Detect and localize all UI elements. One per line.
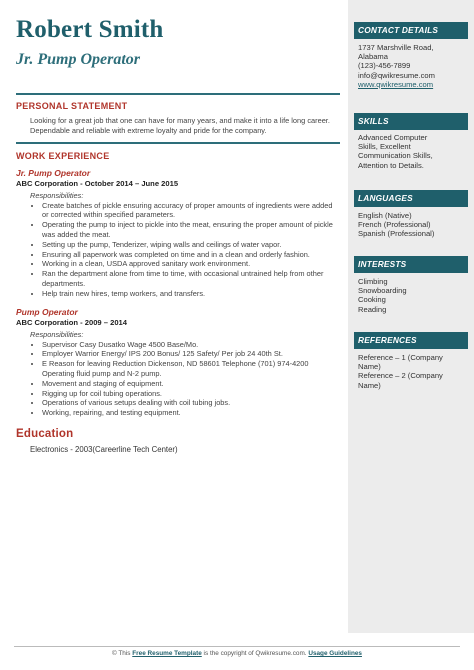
responsibility-item: • Rigging up for coil tubing operations. [42,389,336,399]
language-item: English (Native) [358,211,412,220]
education-entry: Electronics - 2003(Careerline Tech Center) [30,444,178,454]
candidate-title: Jr. Pump Operator [16,51,141,68]
skills-list [358,133,470,170]
responsibility-item: • Create batches of pickle ensuring accuracy of proper amounts of ingredients were added or corrected within specified parameters. [42,201,336,221]
responsibility-item: • E Reason for leaving Reduction Dickenson, ND 58601 Telephone (701) 974-4200 Operating fluid pump and N-2 pump. [42,359,336,379]
responsibility-item: • Employer Warrior Energy/ IPS 200 Bonus/ 125 Safety/ Per job 24 40th St. [42,349,336,359]
job-title: Pump Operator [16,306,78,317]
language-item: French (Professional) [358,220,431,230]
responsibility-item: • Working in a clean, USDA approved sanitary work environment. [42,259,336,269]
free-resume-template-link[interactable]: Free Resume Template [132,650,202,657]
responsibilities-list [16,201,336,299]
contact-line: Alabama [358,52,388,62]
interests-list [358,277,470,314]
usage-guidelines-link[interactable]: Usage Guidelines [308,650,362,657]
responsibility-item: • Movement and staging of equipment. [42,379,336,389]
reference-line: Name) [358,362,381,372]
responsibility-item: • Help train new hires, temp workers, and transfers. [42,289,336,299]
responsibility-item: • Operating the pump to inject to pickle into the meat, ensuring the proper amount of pickle was added the meat. [42,220,336,240]
reference-line: Reference – 2 (Company [358,371,443,381]
job-company-dates: ABC Corporation - 2009 – 2014 [16,317,127,327]
languages-heading: LANGUAGES [358,193,413,203]
responsibility-item: • Working, repairing, and testing equipment. [42,408,336,418]
contact-line: 1737 Marshville Road, [358,43,434,52]
main-column [16,100,336,454]
personal-statement-heading: PERSONAL STATEMENT [16,101,128,111]
skills-line: Attention to Details. [358,160,424,170]
responsibilities-label: Responsibilities: [30,329,84,339]
footer [0,650,474,657]
interest-item: Climbing [358,277,388,286]
education-heading: Education [16,427,74,440]
responsibilities-list [16,340,336,418]
language-item: Spanish (Professional) [358,229,435,239]
contact-email: info@qwikresume.com [358,70,435,80]
job-entry [16,168,336,299]
reference-line: Name) [358,380,381,390]
candidate-name: Robert Smith [16,16,164,43]
job-company-dates: ABC Corporation - October 2014 – June 2015 [16,178,179,188]
footer-copyright: is the copyright of Qwikresume.com. [203,650,307,657]
interests-heading: INTERESTS [358,259,407,269]
responsibility-item: • Operations of various setups dealing with coil tubing jobs. [42,398,336,408]
skills-heading-bar [354,113,468,130]
work-experience-heading: WORK EXPERIENCE [16,150,110,161]
references-list [358,353,470,390]
responsibilities-label: Responsibilities: [30,190,84,200]
reference-line: Reference – 1 (Company [358,353,443,362]
contact-line: (123)-456-7899 [358,61,411,71]
responsibility-item: • Ran the department alone from time to time, with occasional untrained help from other departments. [42,269,336,289]
contact-heading-bar [354,22,468,39]
skills-heading: SKILLS [358,116,389,126]
references-heading-bar [354,332,468,349]
contact-heading: CONTACT DETAILS [358,25,439,35]
job-entry [16,307,336,418]
responsibility-item: • Ensuring all paperwork was completed on time and in a clean and orderly fashion. [42,250,336,260]
references-heading: REFERENCES [358,335,417,345]
footer-prefix: © This [112,650,131,657]
job-title: Jr. Pump Operator [16,167,91,178]
languages-list [358,211,470,239]
interest-item: Snowboarding [358,286,407,296]
footer-divider [14,646,460,647]
section-divider [16,142,340,144]
languages-heading-bar [354,190,468,207]
interest-item: Cooking [358,295,386,305]
personal-statement-text: Looking for a great job that one can have for many years, and make it into a life long career. Dependable and reliable with extreme loyalty and pride for the company. [30,116,330,135]
skills-line: Communication Skills, [358,151,433,161]
responsibility-item: • Supervisor Casy Dusatko Wage 4500 Base/Mo. [42,340,336,350]
sidebar [348,0,474,633]
interest-item: Reading [358,304,387,314]
header-divider [16,93,340,95]
interests-heading-bar [354,256,468,273]
responsibility-item: • Setting up the pump, Tenderizer, wiping walls and ceilings of water vapor. [42,240,336,250]
website-link[interactable]: www.qwikresume.com [358,79,434,89]
skills-line: Skills, Excellent [358,142,411,152]
skills-line: Advanced Computer [358,133,428,142]
contact-details [358,43,470,89]
